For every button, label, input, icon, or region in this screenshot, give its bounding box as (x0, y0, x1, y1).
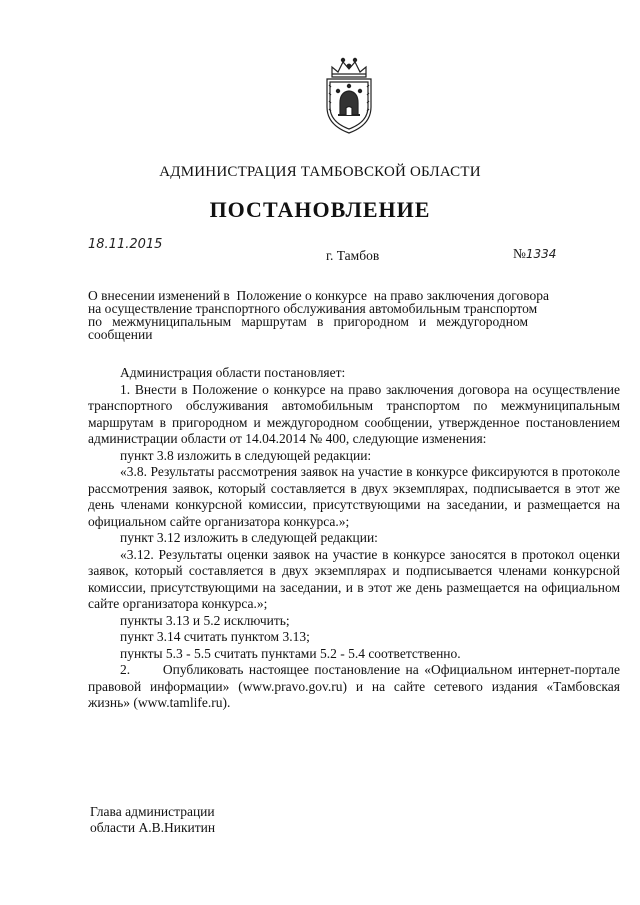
organization-name: АДМИНИСТРАЦИЯ ТАМБОВСКОЙ ОБЛАСТИ (159, 164, 481, 180)
clause-renumber-5: пункты 5.3 - 5.5 считать пунктами 5.2 - 5.4 соответственно. (120, 645, 461, 661)
subject-line: сообщении (88, 327, 153, 342)
signature-name: области А.В.Никитин (90, 820, 216, 835)
clause-3-8-intro: пункт 3.8 изложить в следующей редакции: (120, 447, 372, 463)
subject-line: О внесении изменений в Положение о конкурсе на право заключения договора (88, 288, 550, 303)
coat-of-arms-emblem (318, 55, 380, 137)
preamble: Администрация области постановляет: (120, 365, 346, 380)
clause-3-8-text: «3.8. Результаты рассмотрения заявок на участие в конкурсе фиксируются в протоколе рассмотрения заявок, который составляется в двух экземплярах, подписывается в этот же день членами конкурсной комиссии, присутствующими на заседании, и размещается на официальном сайте организатора конкурса.»; (88, 464, 620, 529)
document-number (513, 246, 556, 262)
item-1: 1. Внести в Положение о конкурсе на право заключения договора на осуществление транспортного обслуживания автомобильным транспортом по межмуниципальным маршрутам в пригородном и междугородном сообщении, утвержденное постановлением администрации области от 14.04.2014 № 400, следующие изменения: (88, 381, 620, 446)
clause-3-12-text: «3.12. Результаты оценки заявок на участие в конкурсе заносятся в протокол оценки заявок, который составляется в двух экземплярах и подписывается членами конкурсной комиссии, присутствующими на заседании, и в этот же день размещается на официальном сайте организатора конкурса.»; (88, 546, 620, 611)
signature-title: Глава администрации (90, 804, 215, 819)
number-value: 1334 (525, 247, 557, 261)
number-sign: № (513, 246, 526, 261)
signature-block (90, 804, 350, 836)
document-body (88, 365, 624, 712)
subject-line: по межмуниципальным маршрутам в пригородном и междугородном (88, 314, 529, 329)
clause-3-12-intro: пункт 3.12 изложить в следующей редакции: (120, 530, 378, 545)
clause-renumber-3-14: пункт 3.14 считать пунктом 3.13; (120, 629, 310, 644)
document-city: г. Тамбов (326, 248, 380, 263)
document-type: ПОСТАНОВЛЕНИЕ (209, 197, 431, 222)
clause-exclude: пункты 3.13 и 5.2 исключить; (120, 612, 290, 628)
document-date: 18.11.2015 (88, 237, 163, 252)
document-subject (88, 289, 620, 341)
subject-line: на осуществление транспортного обслуживания автомобильным транспортом (88, 301, 538, 316)
item-2: 2. Опубликовать настоящее постановление на «Официальном интернет-портале правовой информации» (www.pravo.gov.ru) и на сайте сетевого издания «Тамбовская жизнь» (www.tamlife.ru). (88, 662, 624, 710)
